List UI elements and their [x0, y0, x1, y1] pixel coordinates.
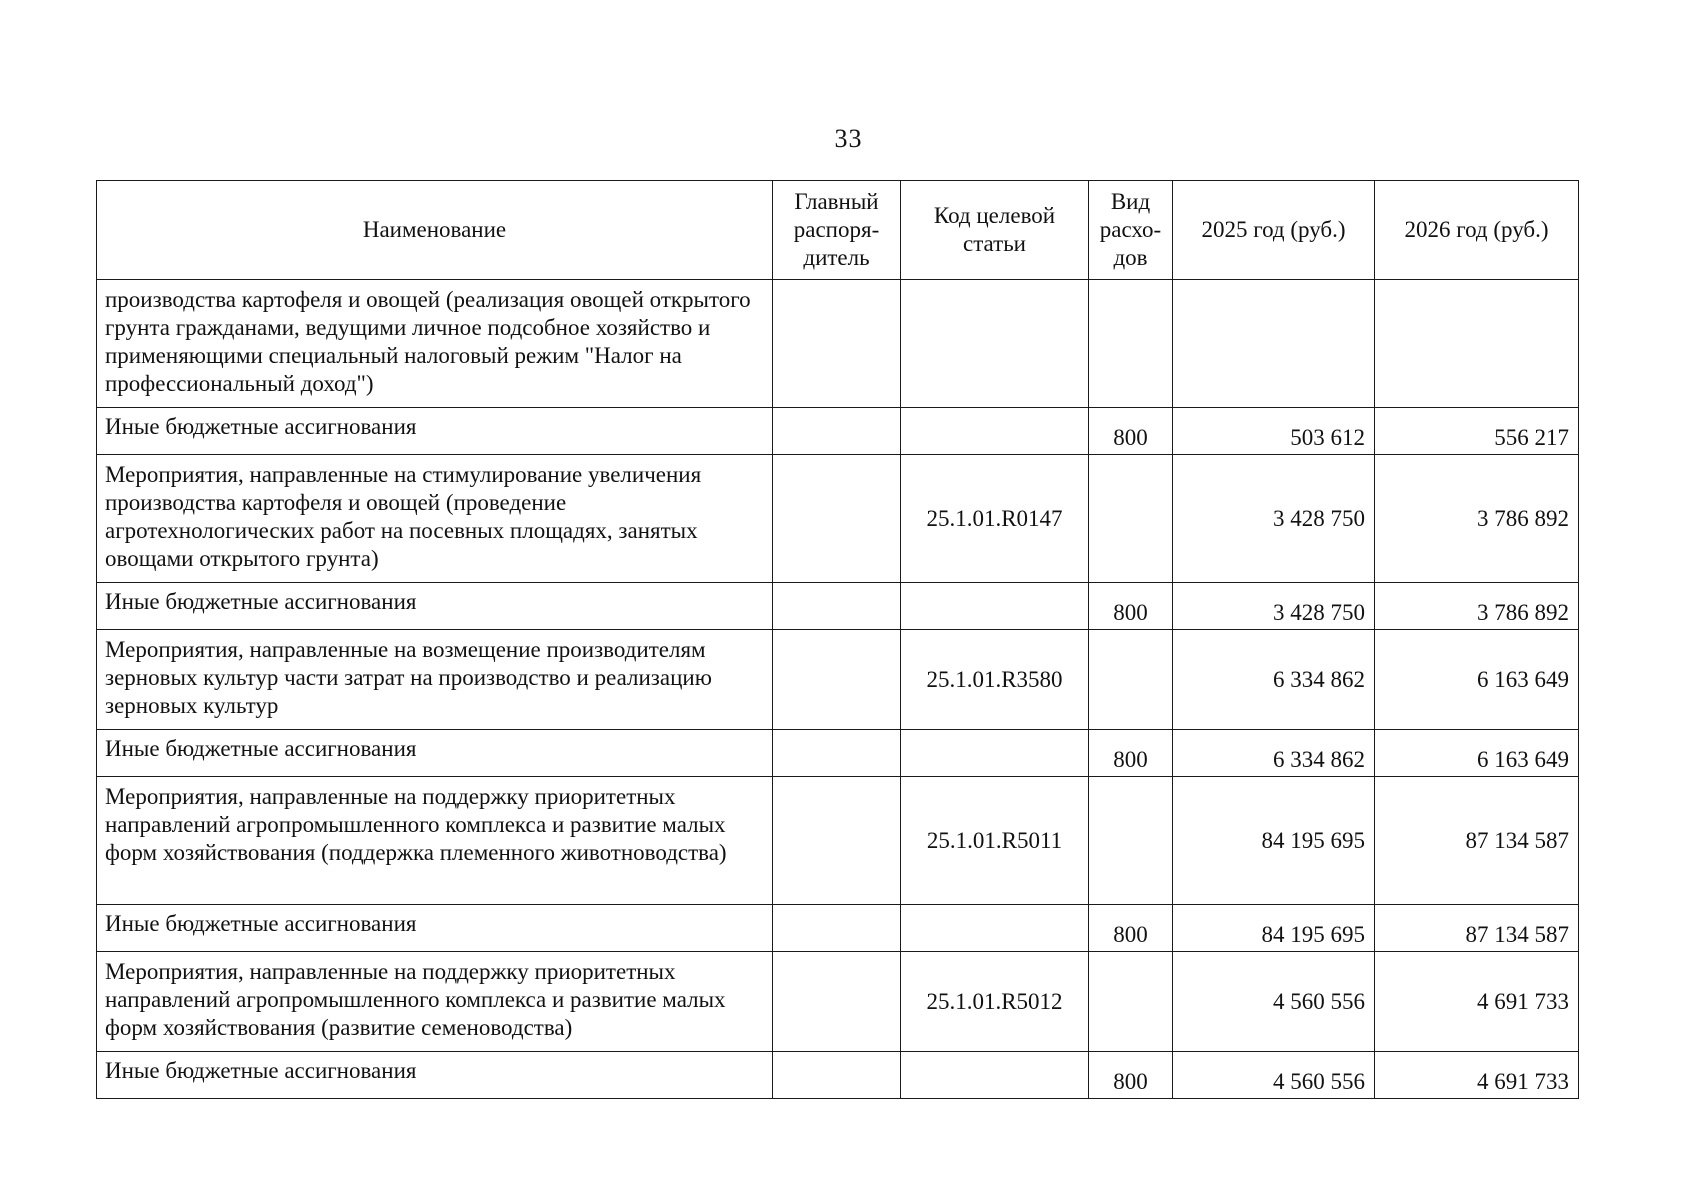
- row-name: Иные бюджетные ассигнования: [97, 730, 773, 777]
- row-amount-2025: 4 560 556: [1173, 1052, 1375, 1099]
- row-amount-2026: 3 786 892: [1375, 455, 1579, 583]
- row-name: Мероприятия, направленные на поддержку приоритетных направлений агропромышленного комплекса и развитие малых форм хозяйствования (поддержка племенного животноводства): [97, 777, 773, 905]
- table-row: [97, 583, 1579, 630]
- table-row: [97, 905, 1579, 952]
- row-amount-2025: 503 612: [1173, 408, 1375, 455]
- row-name: Мероприятия, направленные на поддержку приоритетных направлений агропромышленного комплекса и развитие малых форм хозяйствования (развитие семеноводства): [97, 952, 773, 1052]
- table-row: [97, 630, 1579, 730]
- row-amount-2025: 6 334 862: [1173, 730, 1375, 777]
- row-amount-2025: 3 428 750: [1173, 455, 1375, 583]
- row-amount-2026: 87 134 587: [1375, 905, 1579, 952]
- row-expense-type: [1089, 630, 1173, 730]
- row-amount-2025: [1173, 280, 1375, 408]
- row-amount-2026: 4 691 733: [1375, 952, 1579, 1052]
- row-amount-2026: 6 163 649: [1375, 630, 1579, 730]
- row-code: [901, 730, 1089, 777]
- header-year-2025: 2025 год (руб.): [1173, 181, 1375, 280]
- row-expense-type: [1089, 952, 1173, 1052]
- header-code: Код целевой статьи: [901, 181, 1089, 280]
- row-manager: [773, 952, 901, 1052]
- row-manager: [773, 583, 901, 630]
- row-amount-2025: 4 560 556: [1173, 952, 1375, 1052]
- row-amount-2026: 6 163 649: [1375, 730, 1579, 777]
- table-header-row: [97, 181, 1579, 280]
- row-expense-type: 800: [1089, 408, 1173, 455]
- header-expense-type: Вид расхо-дов: [1089, 181, 1173, 280]
- row-name: Иные бюджетные ассигнования: [97, 905, 773, 952]
- table-row: [97, 280, 1579, 408]
- row-name: Иные бюджетные ассигнования: [97, 1052, 773, 1099]
- row-expense-type: 800: [1089, 730, 1173, 777]
- row-code: [901, 408, 1089, 455]
- row-code: 25.1.01.R5012: [901, 952, 1089, 1052]
- row-name: Иные бюджетные ассигнования: [97, 583, 773, 630]
- header-manager: Главный распоря-дитель: [773, 181, 901, 280]
- row-amount-2025: 84 195 695: [1173, 777, 1375, 905]
- row-expense-type: 800: [1089, 905, 1173, 952]
- row-manager: [773, 280, 901, 408]
- table-row: [97, 777, 1579, 905]
- row-amount-2025: 6 334 862: [1173, 630, 1375, 730]
- row-expense-type: [1089, 455, 1173, 583]
- page-number: 33: [834, 124, 863, 153]
- budget-table: [96, 180, 1579, 1099]
- row-code: 25.1.01.R3580: [901, 630, 1089, 730]
- row-manager: [773, 455, 901, 583]
- row-manager: [773, 408, 901, 455]
- row-amount-2026: 87 134 587: [1375, 777, 1579, 905]
- table-row: [97, 952, 1579, 1052]
- row-amount-2025: 84 195 695: [1173, 905, 1375, 952]
- table-row: [97, 408, 1579, 455]
- row-amount-2026: 3 786 892: [1375, 583, 1579, 630]
- header-name: Наименование: [97, 181, 773, 280]
- row-code: [901, 583, 1089, 630]
- row-expense-type: 800: [1089, 1052, 1173, 1099]
- row-amount-2025: 3 428 750: [1173, 583, 1375, 630]
- header-year-2026: 2026 год (руб.): [1375, 181, 1579, 280]
- table-row: [97, 730, 1579, 777]
- row-expense-type: 800: [1089, 583, 1173, 630]
- table-row: [97, 1052, 1579, 1099]
- row-code: [901, 905, 1089, 952]
- row-name: Мероприятия, направленные на стимулирование увеличения производства картофеля и овощей (проведение агротехнологических работ на посевных площадях, занятых овощами открытого грунта): [97, 455, 773, 583]
- table-row: [97, 455, 1579, 583]
- row-name: производства картофеля и овощей (реализация овощей открытого грунта гражданами, ведущими личное подсобное хозяйство и применяющими специальный налоговый режим "Налог на профессиональный доход"): [97, 280, 773, 408]
- row-expense-type: [1089, 777, 1173, 905]
- row-manager: [773, 1052, 901, 1099]
- row-amount-2026: 4 691 733: [1375, 1052, 1579, 1099]
- row-manager: [773, 630, 901, 730]
- row-manager: [773, 730, 901, 777]
- row-expense-type: [1089, 280, 1173, 408]
- row-code: 25.1.01.R5011: [901, 777, 1089, 905]
- row-manager: [773, 905, 901, 952]
- row-amount-2026: [1375, 280, 1579, 408]
- row-code: [901, 280, 1089, 408]
- row-amount-2026: 556 217: [1375, 408, 1579, 455]
- row-code: 25.1.01.R0147: [901, 455, 1089, 583]
- row-name: Мероприятия, направленные на возмещение производителям зерновых культур части затрат на производство и реализацию зерновых культур: [97, 630, 773, 730]
- row-code: [901, 1052, 1089, 1099]
- row-manager: [773, 777, 901, 905]
- row-name: Иные бюджетные ассигнования: [97, 408, 773, 455]
